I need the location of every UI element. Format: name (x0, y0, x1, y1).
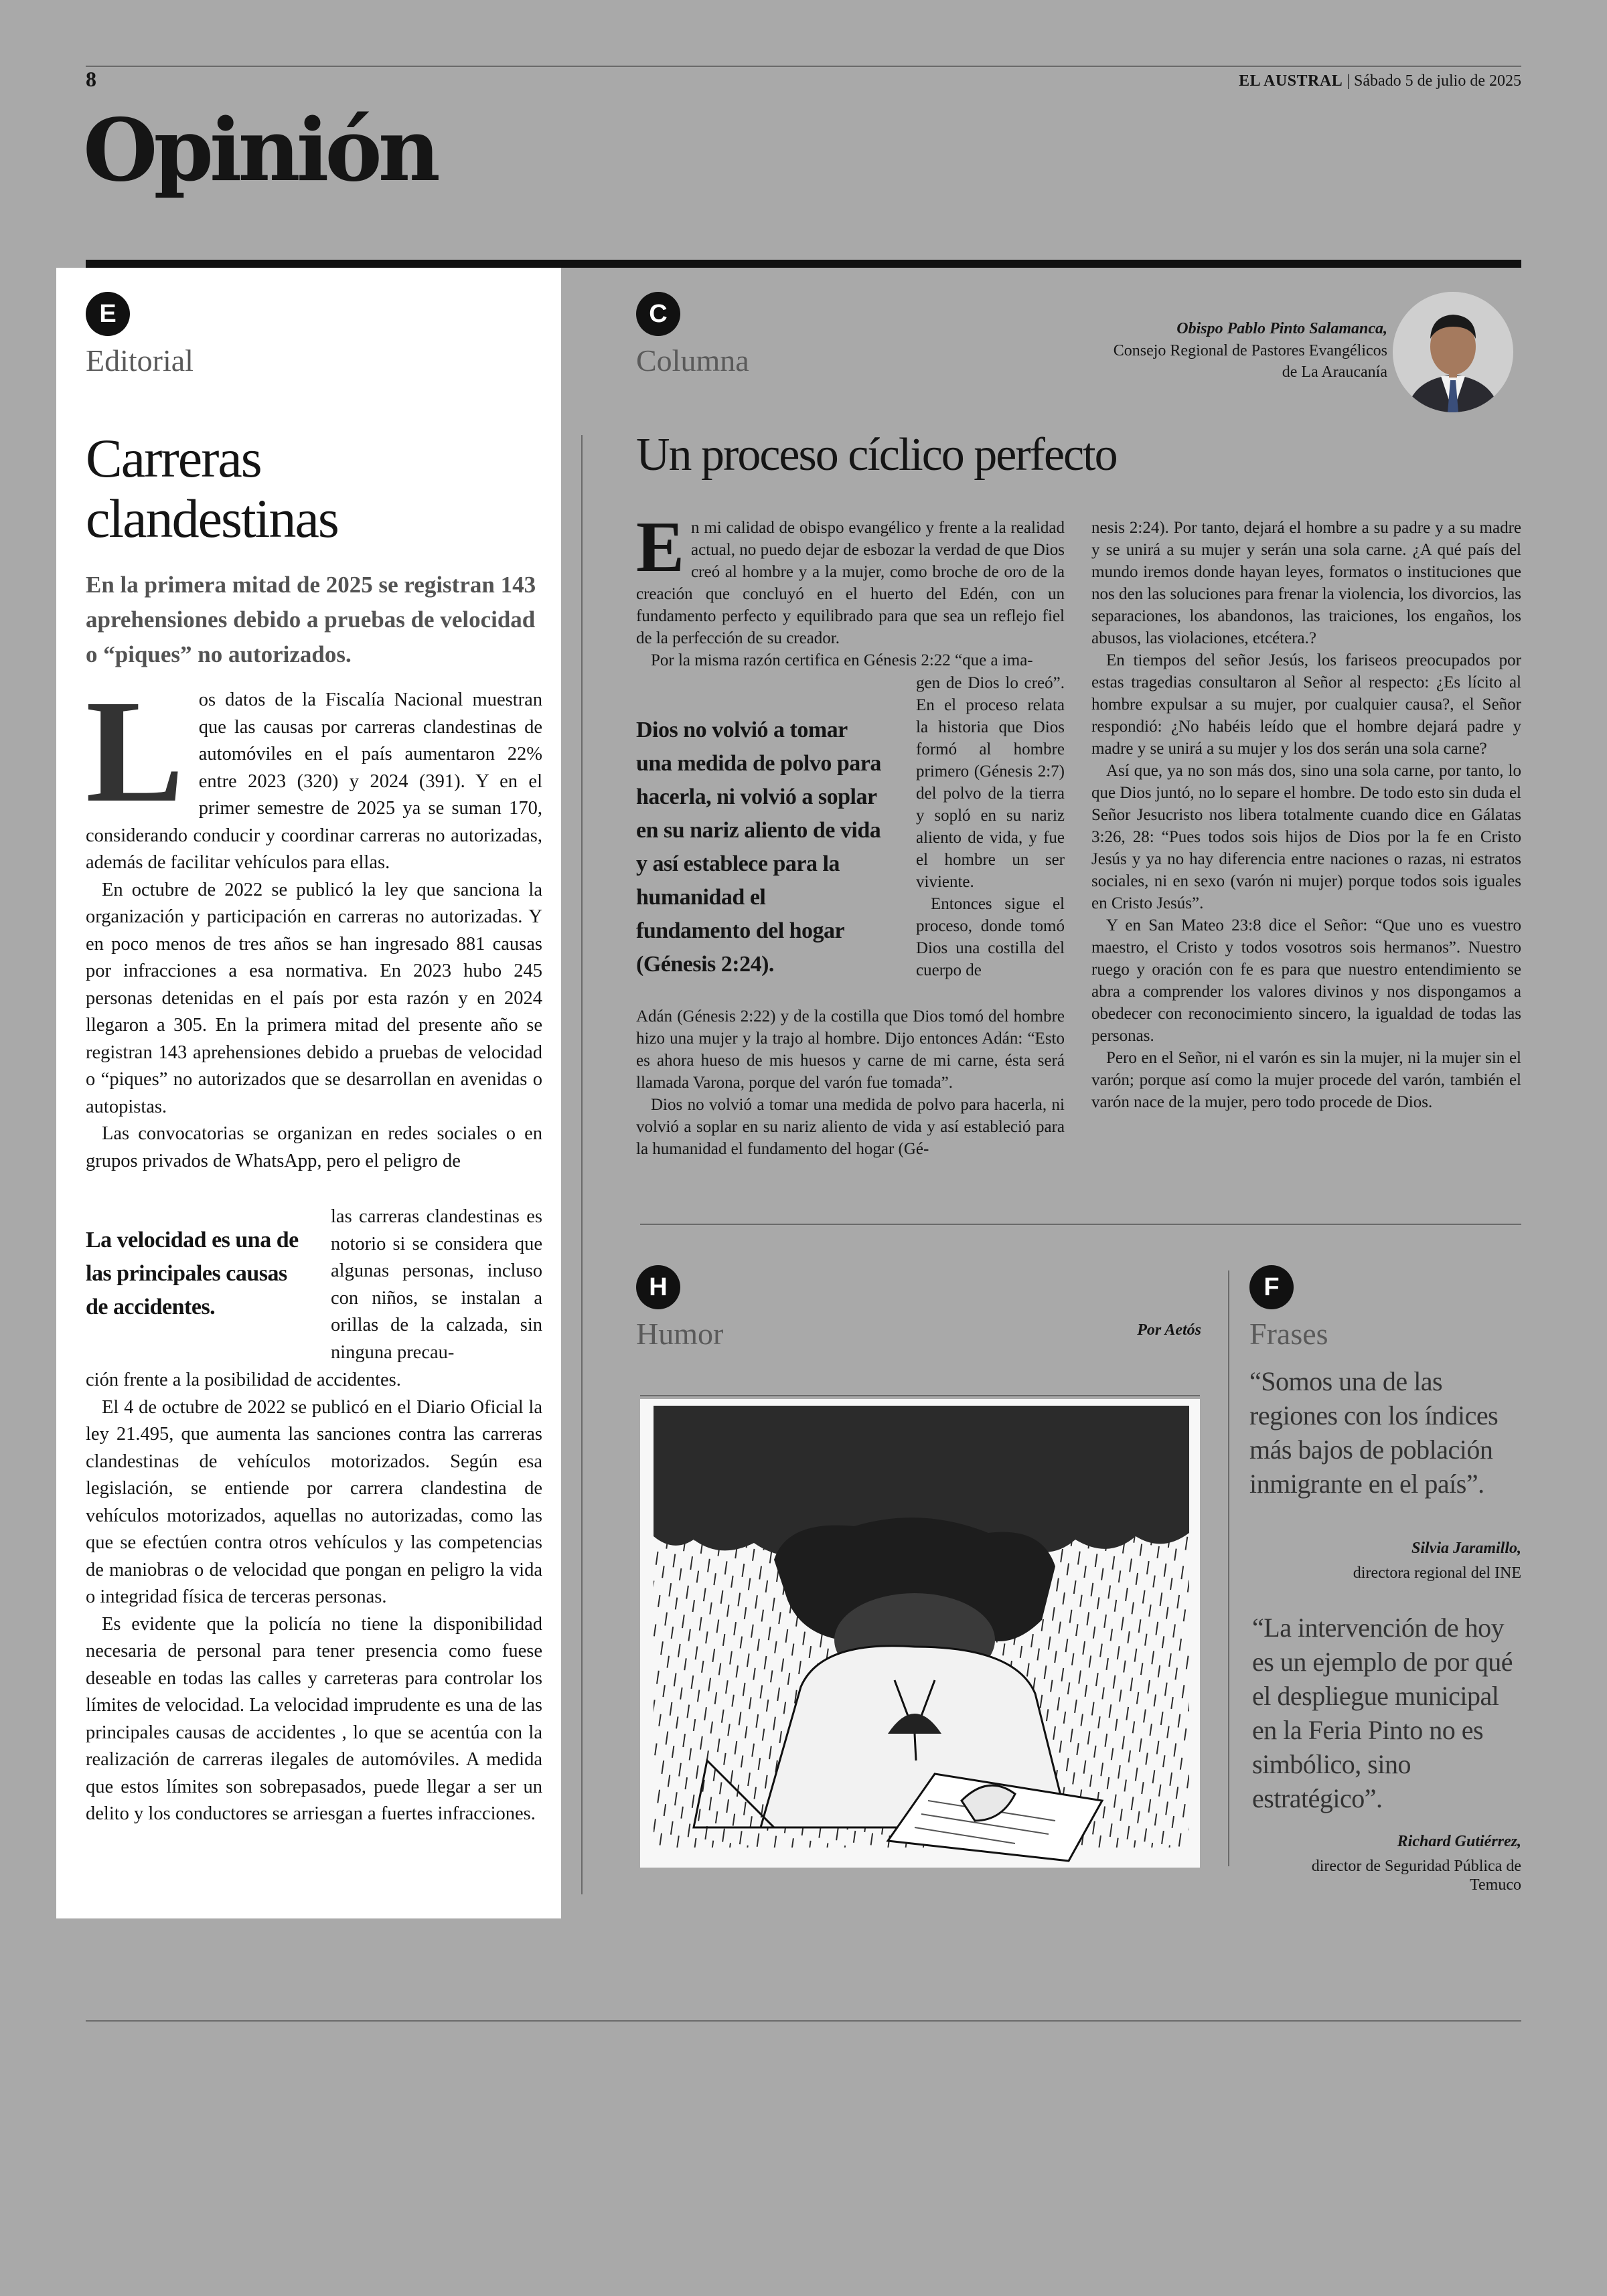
column-paragraph-3b: Adán (Génesis 2:22) y de la costilla que Dios tomó del hombre hizo una mujer y la trajo al hombre. Dijo entonces Adán: “Esto es ahora hueso de mis huesos y carne de mi carne, ésta será llamada Varona, porque del varón fue tomada”. (636, 1007, 1065, 1092)
frases-badge: F (1249, 1265, 1294, 1309)
frases-quote-1: “Somos una de las regiones con los índices más bajos de población inmigrante en el país”. (1249, 1366, 1499, 1499)
editorial-body-top (86, 669, 542, 1175)
column-paragraph-9: Pero en el Señor, ni el varón es sin la mujer, ni la mujer sin el varón; porque así como la mujer procede del varón, también el varón nace de la mujer, pero todo procede de Dios. (1091, 1049, 1521, 1111)
editorial-body-bottom (86, 1367, 542, 1828)
editorial-headline-line1: Carreras (86, 428, 261, 489)
column-dropcap: E (636, 507, 685, 587)
editorial-paragraph-3c: ción frente a la posibilidad de accidentes. (86, 1370, 401, 1390)
frases-quote-1-role: directora regional del INE (1353, 1564, 1521, 1582)
editorial-kicker: Editorial (86, 343, 194, 378)
editorial-paragraph-1: Los datos de la Fiscalía Nacional muestran que las causas por carreras clandestinas de automóviles en el país aumentaron 22% entre 2023 (320) y 2024 (391). Y en el primer semestre de 2025 ya se suman 170, considerando conducir y coordinar carreras no autorizadas, además de facilitar vehículos para ellas. (86, 669, 542, 873)
column-author-role: Consejo Regional de Pastores Evangélicos de La Araucanía (1113, 342, 1387, 381)
frases-quote-2: “La intervención de hoy es un ejemplo de por qué el despliegue municipal en la Feria Pinto no es simbólico, sino estratégico”. (1252, 1613, 1513, 1813)
section-rule (86, 260, 1521, 268)
column-paragraph-6: En tiempos del señor Jesús, los fariseos preocupados por estas tragedias consultaron al Señor al respecto: ¿Es lícito al hombre expulsar a su mujer, por cualquier causa?, el Señor respondió: ¿No habéis leído que el hombre dejará padre y madre y se unirá a su mujer y los dos serán una sola carne? (1091, 651, 1521, 758)
editorial-paragraph-3a: Las convocatorias se organizan en redes sociales o en grupos privados de WhatsApp, pero el peligro de (86, 1123, 542, 1171)
column-divider (581, 435, 583, 1894)
frases-quote-1-name: Silvia Jaramillo, (1411, 1540, 1521, 1557)
frases-kicker: Frases (1249, 1317, 1328, 1351)
frases-quote-2-role: director de Seguridad Pública de Temuco (1311, 1858, 1521, 1894)
masthead-name: EL AUSTRAL (1239, 72, 1343, 90)
column-kicker: Columna (636, 343, 749, 378)
masthead-date: Sábado 5 de julio de 2025 (1354, 72, 1521, 90)
author-avatar (1393, 292, 1513, 412)
humor-rule (640, 1395, 1200, 1396)
column-paragraph-7: Así que, ya no son más dos, sino una sola carne, por tanto, lo que Dios juntó, no lo separe el hombre. De todo esto sin duda el Señor Jesucristo nos libera totalmente cuando dice en Gálatas 3:26, 28: “Pues todos sois hijos de Dios por la fe en Cristo Jesús y ya no hay diferencia entre naciones o razas, ni estratos sociales, ni en sexo (varón ni mujer) porque todos sois iguales en Cristo Jesús”. (1091, 762, 1521, 912)
column-paragraph-2a: Por la misma razón certifica en Génesis 2:22 “que a ima- (651, 651, 1033, 669)
editorial-body-wrap (331, 1204, 542, 1366)
cartoon-rain-icon (640, 1399, 1200, 1868)
frases-divider (1228, 1270, 1229, 1866)
editorial-paragraph-3b: las carreras clandestinas es notorio si se considera que algunas personas, incluso con niños, se instalan a orillas de la calzada, sin ninguna precau- (331, 1206, 542, 1363)
editorial-headline-line2: clandestinas (86, 488, 338, 549)
humor-cartoon (640, 1399, 1200, 1868)
column-body-top (636, 507, 1065, 671)
humor-badge: H (636, 1265, 680, 1309)
editorial-dropcap: L (86, 669, 184, 833)
section-title: Opinión (83, 100, 437, 201)
editorial-paragraph-5: Es evidente que la policía no tiene la disponibilidad necesaria de personal para tener presencia como fuese deseable en todas las calles y carreteras para controlar los límites de velocidad. La velocidad imprudente es una de las principales causas de accidentes , lo que se acentúa con la realización de carreras ilegales de automóviles. A medida que estos límites son sobrepasados, puede llegar a ser un delito y los conductores se arriesgan a fuertes infracciones. (86, 1613, 542, 1824)
masthead: EL AUSTRAL | Sábado 5 de julio de 2025 (1239, 72, 1521, 90)
column-body-wrap (916, 672, 1065, 981)
column-paragraph-4: Dios no volvió a tomar una medida de polvo para hacerla, ni volvió a soplar en su nariz aliento de vida y así estableció para la humanidad el fundamento del hogar (Gé- (636, 1096, 1065, 1158)
frases-quote-2-name: Richard Gutiérrez, (1397, 1833, 1521, 1850)
column-paragraph-8: Y en San Mateo 23:8 dice el Señor: “Que uno es vuestro maestro, el Cristo y todos vosotros sois hermanos”. Nuestro ruego y oración con fe es para que nuestro entendimiento se abra a comprender los valores divinos y nos dispongamos a obedecer con reconocimiento sincero, la igualdad de todas las personas. (1091, 916, 1521, 1045)
column-paragraph-5: nesis 2:24). Por tanto, dejará el hombre a su padre y a su madre y se unirá a su mujer y serán una sola carne. ¿A qué país del mundo iremos donde hayan leyes, formatos o instituciones que nos den las soluciones para frenar la violencia, los divorcios, las separaciones, los abandonos, las traiciones, los engaños, los abusos, las violaciones, etcétera.? (1091, 519, 1521, 647)
editorial-deck: En la primera mitad de 2025 se registran 143 aprehensiones debido a pruebas de velocidad o “piques” no autorizados. (86, 572, 536, 667)
column-paragraph-2b: gen de Dios lo creó”. En el proceso relata la historia que Dios formó al hombre primero (Génesis 2:7) del polvo de la tierra y sopló en su nariz aliento de vida, y fue el hombre un ser viviente. (916, 674, 1065, 891)
column-body-right (1091, 517, 1521, 1113)
author-portrait-icon (1393, 292, 1513, 412)
page-number: 8 (86, 67, 96, 91)
column-author-name: Obispo Pablo Pinto Salamanca, (1176, 320, 1387, 337)
column-body-bottom (636, 1005, 1065, 1160)
lower-rule (640, 1224, 1521, 1225)
humor-kicker: Humor (636, 1317, 724, 1351)
editorial-pullquote: La velocidad es una de las principales causas de accidentes. (86, 1228, 299, 1319)
editorial-paragraph-4: El 4 de octubre de 2022 se publicó en el Diario Oficial la ley 21.495, que aumenta las sanciones contra las carreras clandestinas de vehículos motorizados. Según esa legislación, se entiende por carrera clandestina de vehículos motorizados, aquellas no autorizadas, como las que se efectúen contra otros vehículos y las competencias de maniobras o de velocidad que pongan en peligro la vida o integridad física de terceras personas. (86, 1396, 542, 1607)
humor-credit: Por Aetós (1137, 1321, 1201, 1339)
column-headline: Un proceso cíclico perfecto (636, 429, 1117, 481)
column-paragraph-3a: Entonces sigue el proceso, donde tomó Dios una costilla del cuerpo de (916, 895, 1065, 979)
editorial-badge: E (86, 292, 130, 336)
column-pullquote: Dios no volvió a tomar una medida de polvo para hacerla, ni volvió a soplar en su nariz aliento de vida y así establece para la humanidad el fundamento del hogar (Génesis 2:24). (636, 718, 881, 977)
column-paragraph-1: En mi calidad de obispo evangélico y frente a la realidad actual, no puedo dejar de esbozar la verdad de que Dios creó al hombre y a la mujer, como broche de oro de la creación que concluyó en el huerto del Edén, con un fundamento perfecto y equilibrado para que sea un reflejo fiel de la perfección de su creador. (636, 507, 1065, 647)
column-badge: C (636, 292, 680, 336)
editorial-headline (86, 428, 548, 549)
editorial-paragraph-2: En octubre de 2022 se publicó la ley que sanciona la organización y participación en carreras no autorizadas. Y en poco menos de tres años se han ingresado 881 causas por infracciones a esa normativa. En 2023 hubo 245 personas detenidas en el país por esta razón y en 2024 llegaron a 305. En la primera mitad del presente año se registran 143 aprehensiones debido a pruebas de velocidad o “piques” no autorizados que se desarrollan en avenidas o autopistas. (86, 879, 542, 1117)
top-rule (86, 66, 1521, 67)
bottom-rule (86, 2020, 1521, 2022)
